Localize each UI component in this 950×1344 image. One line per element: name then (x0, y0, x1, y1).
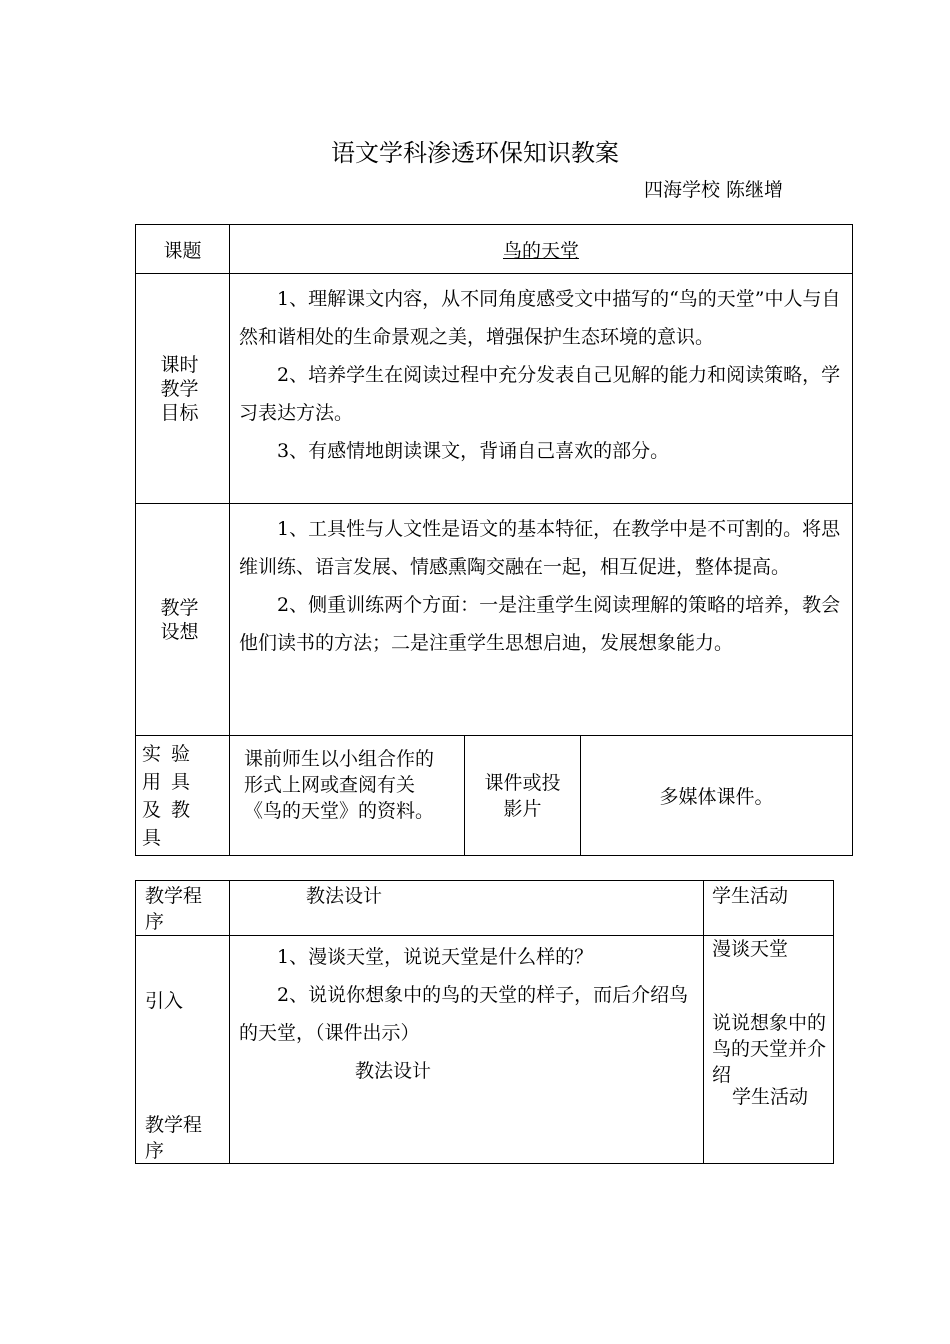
procedure-cell (136, 936, 230, 1164)
procedure-table (135, 880, 834, 1164)
activity-item: 说说想象中的鸟的天堂并介绍 (712, 1012, 827, 1086)
activity-item: 漫谈天堂 (712, 938, 789, 960)
goals-cell (230, 274, 853, 504)
topic-value: 鸟的天堂 (502, 239, 579, 262)
design-item: 1、工具性与人文性是语文的基本特征，在教学中是不可割的。将思维训练、语言发展、情感熏陶交融在一起，相互促进，整体提高。 (239, 518, 841, 578)
author-line: 四海学校 陈继增 (644, 179, 784, 201)
method-cell (230, 936, 704, 1164)
design-item: 2、侧重训练两个方面：一是注重学生阅读理解的策略的培养，教会他们读书的方法；二是注重学生思想启迪，发展想象能力。 (239, 594, 841, 654)
topic-label: 课题 (136, 225, 230, 274)
courseware-value: 多媒体课件。 (581, 736, 853, 856)
header-activity: 学生活动 (704, 881, 834, 936)
method-line: 1、漫谈天堂，说说天堂是什么样的？ (277, 946, 594, 968)
method-footer: 教法设计 (355, 1060, 432, 1082)
goals-label: 课时教学目标 (160, 353, 199, 424)
courseware-label: 课件或投影片 (484, 771, 561, 820)
equip-label-cell (136, 736, 230, 856)
design-label: 教学设想 (160, 596, 199, 643)
activity-footer: 学生活动 (732, 1086, 809, 1108)
design-cell (230, 504, 853, 736)
step-intro: 引入 (145, 990, 184, 1012)
header-procedure: 教学程序 (136, 881, 230, 936)
goal-item: 1、理解课文内容，从不同角度感受文中描写的“鸟的天堂”中人与自然和谐相处的生命景观之美，增强保护生态环境的意识。 (239, 288, 841, 348)
topic-value-cell (230, 225, 853, 274)
design-label-cell (136, 504, 230, 736)
equip-label: 实验用具及教具 (142, 742, 201, 849)
equip-text: 课前师生以小组合作的形式上网或查阅有关《鸟的天堂》的资料。 (230, 736, 465, 856)
header-method: 教法设计 (230, 881, 704, 936)
method-line: 2、说说你想象中的鸟的天堂的样子，而后介绍鸟的天堂，（课件出示） (239, 984, 689, 1044)
goal-item: 3、有感情地朗读课文，背诵自己喜欢的部分。 (277, 440, 670, 462)
step-label-repeat: 教学程序 (145, 1114, 203, 1162)
page-title: 语文学科渗透环保知识教案 (331, 139, 619, 167)
goal-item: 2、培养学生在阅读过程中充分发表自己见解的能力和阅读策略，学习表达方法。 (239, 364, 841, 424)
lesson-info-table (135, 224, 853, 856)
courseware-label-cell (465, 736, 581, 856)
goals-label-cell (136, 274, 230, 504)
activity-cell (704, 936, 834, 1164)
